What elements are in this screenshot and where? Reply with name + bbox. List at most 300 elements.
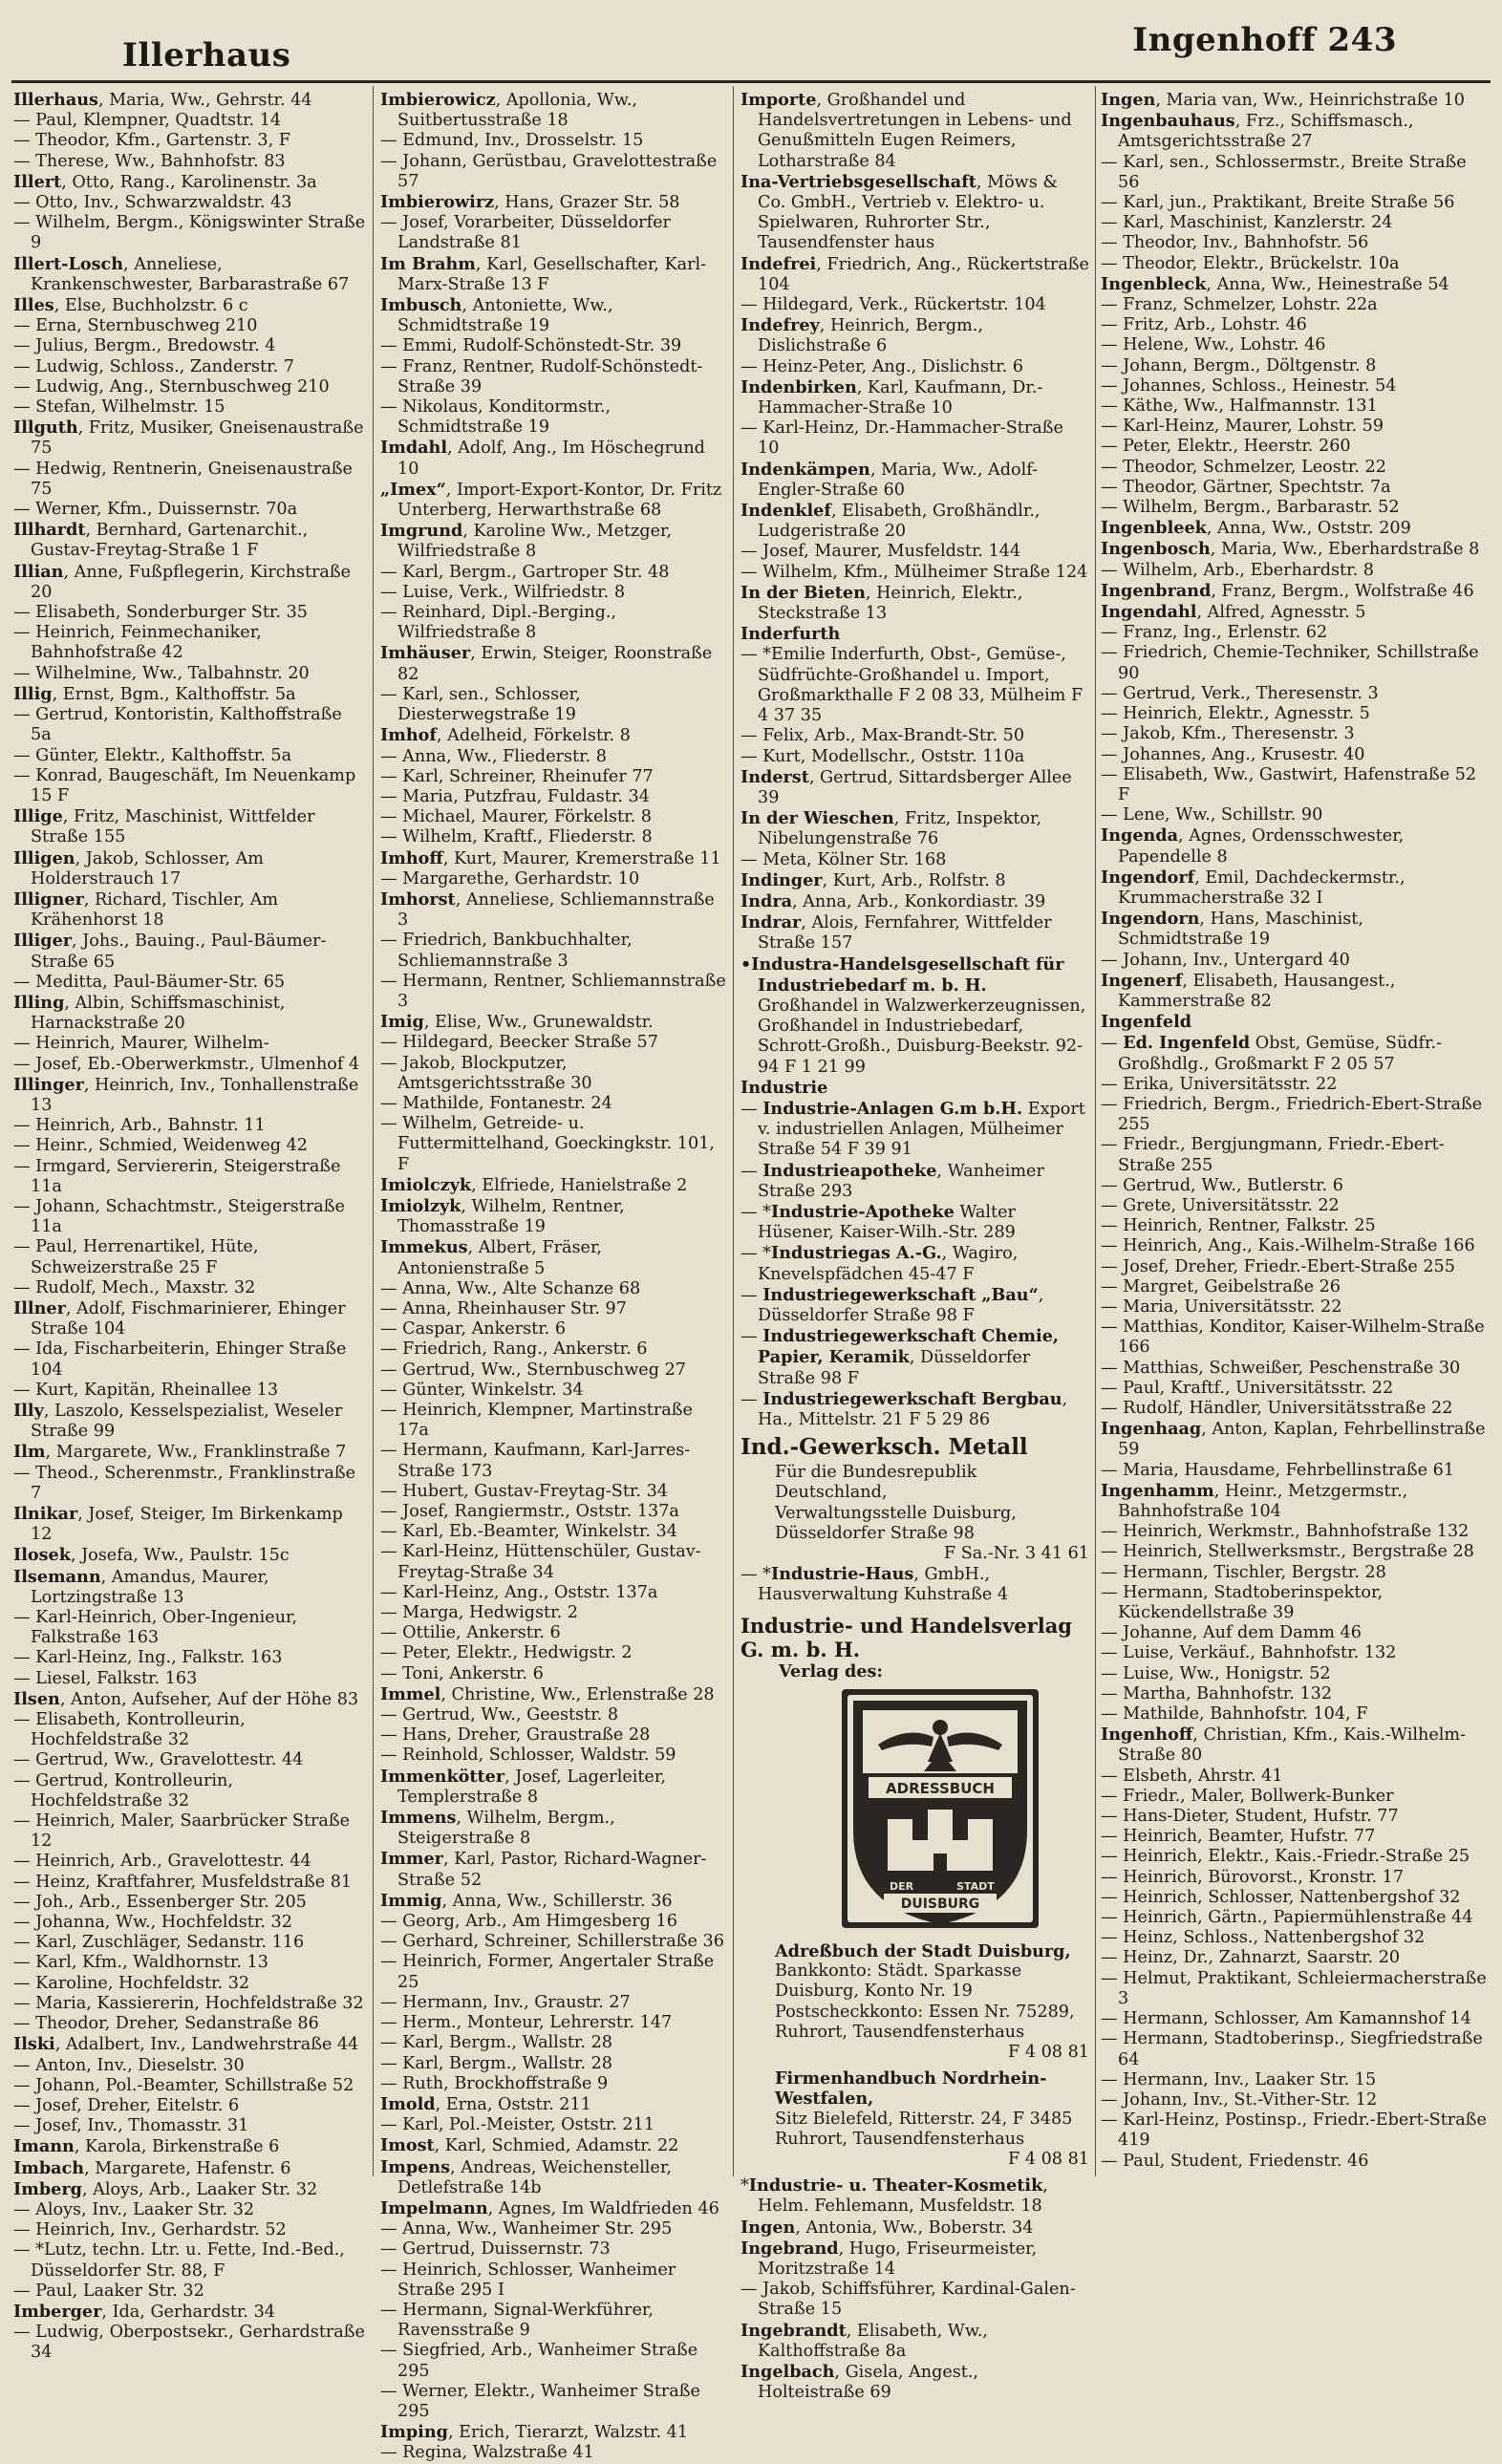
directory-entry: — Hans, Dreher, Graustraße 28 <box>380 1725 651 1746</box>
directory-entry: Immens, Wilhelm, Bergm., Steigerstraße 8 <box>380 1808 615 1849</box>
directory-entry: — Rudolf, Händler, Universitätsstraße 22 <box>1101 1399 1453 1418</box>
directory-entry: — Franz, Schmelzer, Lohstr. 22a <box>1101 295 1378 315</box>
directory-entry: Imiolczyk, Elfriede, Hanielstraße 2 <box>380 1174 688 1195</box>
directory-entry: — Johannes, Ang., Krusestr. 40 <box>1101 744 1365 764</box>
directory-entry: — Heinrich, Maler, Saarbrücker Straße 12 <box>13 1811 351 1852</box>
directory-entry: Ingebrand, Hugo, Friseurmeister, Moritzstraße 14 <box>740 2238 1038 2280</box>
directory-entry: — Franz, Rentner, Rudolf-Schönstedt-Straße 39 <box>380 356 703 396</box>
column-2 <box>380 90 726 2463</box>
directory-entry: Ingendahl, Alfred, Agnesstr. 5 <box>1101 602 1366 623</box>
directory-entry: — Theod., Scherenmstr., Franklinstraße 7 <box>13 1463 355 1503</box>
directory-entry: — Anna, Ww., Alte Schanze 68 <box>380 1278 641 1298</box>
directory-entry: — Reinhold, Schlosser, Waldstr. 59 <box>380 1746 676 1766</box>
directory-entry: — Friedr., Maler, Bollwerk-Bunker <box>1101 1786 1394 1806</box>
directory-entry: — Hermann, Schlosser, Am Kamannshof 14 <box>1101 2009 1471 2029</box>
verlag-label: Verlag des: <box>779 1661 883 1682</box>
address-line: Ruhrort, Tausendfensterhaus <box>775 2022 1025 2042</box>
directory-entry: Illig, Ernst, Bgm., Kalthoffstr. 5a <box>13 683 296 704</box>
directory-entry: Ingebrandt, Elisabeth, Ww., Kalthoffstraße 8a <box>740 2320 989 2361</box>
directory-entry: — Karl-Heinrich, Ober-Ingenieur, Falkstraße 163 <box>13 1608 298 1648</box>
directory-entry: — Maria, Hausdame, Fehrbellinstraße 61 <box>1101 1460 1455 1480</box>
directory-entry: — Karl, Maschinist, Kanzlerstr. 24 <box>1101 213 1393 233</box>
metall-title: Ind.-Gewerksch. Metall <box>740 1434 1028 1461</box>
directory-entry: — *Industriegas A.-G., Wagiro, Knevelspfädchen 45-47 F <box>740 1243 1019 1284</box>
directory-entry: — Ottilie, Ankerstr. 6 <box>380 1623 561 1643</box>
directory-entry: — Hermann, Inv., Graustr. 27 <box>380 1992 631 2012</box>
directory-entry: Immekus, Albert, Fräser, Antonienstraße 5 <box>380 1237 603 1278</box>
directory-entry: — Georg, Arb., Am Himgesberg 16 <box>380 1912 677 1932</box>
directory-entry: — Gertrud, Ww., Sternbuschweg 27 <box>380 1360 686 1380</box>
directory-entry: — Rudolf, Mech., Maxstr. 32 <box>13 1277 256 1297</box>
directory-entry: Indenbirken, Karl, Kaufmann, Dr.-Hammacher-Straße 10 <box>740 376 1043 418</box>
metall-address <box>775 1463 1089 1564</box>
directory-entry: — Paul, Kraftf., Universitätsstr. 22 <box>1101 1378 1394 1398</box>
directory-entry: — Karl, jun., Praktikant, Breite Straße 56 <box>1101 193 1455 213</box>
firmen-title: Firmenhandbuch Nordrhein-Westfalen, <box>775 2068 1047 2110</box>
directory-entry: — Heinz-Peter, Ang., Dislichstr. 6 <box>740 356 1023 376</box>
directory-entry: — Emmi, Rudolf-Schönstedt-Str. 39 <box>380 336 682 356</box>
directory-entry: — Industrieapotheke, Wanheimer Straße 293 <box>740 1160 1044 1201</box>
directory-entry: Ingenerf, Elisabeth, Hausangest., Kammerstraße 82 <box>1101 970 1396 1011</box>
directory-entry: Illing, Albin, Schiffsmaschinist, Harnackstraße 20 <box>13 992 286 1034</box>
directory-entry: Imbach, Margarete, Hafenstr. 6 <box>13 2157 291 2178</box>
directory-entry: — Ruth, Brockhoffstraße 9 <box>380 2073 609 2093</box>
directory-entry: — Hermann, Stadtoberinsp., Siegfriedstraße 64 <box>1101 2029 1483 2069</box>
directory-entry: — Heinrich, Bürovorst., Kronstr. 17 <box>1101 1867 1405 1887</box>
directory-entry: — Konrad, Baugeschäft, Im Neuenkamp 15 F <box>13 765 356 805</box>
directory-entry: — Heinrich, Schlosser, Nattenbergshof 32 <box>1101 1887 1461 1907</box>
directory-entry: Indrar, Alois, Fernfahrer, Wittfelder Straße 157 <box>740 912 1052 953</box>
directory-entry: — Maria, Putzfrau, Fuldastr. 34 <box>380 786 650 806</box>
directory-entry: — Josef, Dreher, Friedr.-Ebert-Straße 255 <box>1101 1256 1455 1276</box>
directory-entry: Indra, Anna, Arb., Konkordiastr. 39 <box>740 890 1046 911</box>
directory-entry: Indinger, Kurt, Arb., Rolfstr. 8 <box>740 869 1006 890</box>
directory-entry: Imiolzyk, Wilhelm, Rentner, Thomasstraße 19 <box>380 1195 625 1237</box>
address-line: F 4 08 81 <box>1008 2150 1089 2170</box>
directory-entry: — Karoline, Hochfeldstr. 32 <box>13 1973 250 1993</box>
directory-entry: Illiger, Johs., Bauing., Paul-Bäumer-Straße 65 <box>13 931 327 972</box>
directory-entry: — Ludwig, Ang., Sternbuschweg 210 <box>13 376 330 396</box>
directory-entry: — Heinrich, Elektr., Agnesstr. 5 <box>1101 704 1370 724</box>
directory-entry: Importe, Großhandel und Handelsvertretungen in Lebens- und Genußmitteln Eugen Reimers, Lotharstraße 84 <box>740 90 1072 171</box>
directory-entry: — Industriegewerkschaft Bergbau, Ha., Mittelstr. 21 F 5 29 86 <box>740 1388 1068 1429</box>
column-3-entries <box>740 90 1089 1430</box>
directory-entry: — Friedr., Bergjungmann, Friedr.-Ebert-Straße 255 <box>1101 1135 1445 1175</box>
directory-entry: — Josef, Inv., Thomasstr. 31 <box>13 2116 249 2136</box>
directory-entry: Indefrei, Friedrich, Ang., Rückertstraße 104 <box>740 253 1089 294</box>
address-line: Für die Bundesrepublik <box>775 1463 977 1483</box>
header-rule <box>11 80 1491 83</box>
directory-entry: — Peter, Elektr., Hedwigstr. 2 <box>380 1643 633 1663</box>
directory-entry: — *Lutz, techn. Ltr. u. Fette, Ind.-Bed., Düsseldorfer Str. 88, F <box>13 2240 345 2281</box>
directory-entry: — Anna, Ww., Wanheimer Str. 295 <box>380 2219 673 2239</box>
directory-entry: — Karl, Bergm., Wallstr. 28 <box>380 2053 612 2073</box>
directory-entry: — Wilhelm, Arb., Eberhardstr. 8 <box>1101 560 1374 580</box>
directory-entry: — Irmgard, Serviererin, Steigerstraße 11a <box>13 1156 341 1196</box>
directory-entry: — Hedwig, Rentnerin, Gneisenaustraße 75 <box>13 459 353 499</box>
address-line: F 4 08 81 <box>1008 2043 1089 2063</box>
directory-entry: Imhorst, Anneliese, Schliemannstraße 3 <box>380 889 715 931</box>
directory-entry: — Karl-Heinz, Ang., Oststr. 137a <box>380 1582 658 1602</box>
directory-entry: — Felix, Arb., Max-Brandt-Str. 50 <box>740 726 1025 746</box>
address-line: Ruhrort, Tausendfensterhaus <box>775 2129 1025 2149</box>
directory-entry: — Karl, Bergm., Wallstr. 28 <box>380 2033 612 2053</box>
directory-entry: — Liesel, Falkstr. 163 <box>13 1668 198 1688</box>
directory-entry: Ingenhaag, Anton, Kaplan, Fehrbellinstraße 59 <box>1101 1419 1486 1460</box>
directory-entry: — Heinrich, Gärtn., Papiermühlenstraße 44 <box>1101 1908 1473 1928</box>
directory-entry: Imold, Erna, Oststr. 211 <box>380 2093 591 2114</box>
directory-entry: — Josef, Rangiermstr., Oststr. 137a <box>380 1502 679 1522</box>
directory-entry: — Maria, Kassiererin, Hochfeldstraße 32 <box>13 1993 364 2013</box>
directory-entry: Immenkötter, Josef, Lagerleiter, Templerstraße 8 <box>380 1766 666 1807</box>
directory-entry: Immel, Christine, Ww., Erlenstraße 28 <box>380 1683 715 1704</box>
directory-entry: Indenklef, Elisabeth, Großhändlr., Ludgeristraße 20 <box>740 501 1041 542</box>
directory-entry: Indenkämpen, Maria, Ww., Adolf-Engler-Straße 60 <box>740 459 1039 500</box>
directory-entry: — Heinz, Dr., Zahnarzt, Saarstr. 20 <box>1101 1948 1401 1968</box>
column-3-entries-after <box>740 2175 1089 2403</box>
directory-entry: — Michael, Maurer, Förkelstr. 8 <box>380 807 652 827</box>
directory-entry: — Josef, Dreher, Eitelstr. 6 <box>13 2095 240 2115</box>
entry: — *Industrie-Haus, GmbH., Hausverwaltung Kuhstraße 4 <box>740 1564 1009 1605</box>
address-line: Postscheckkonto: Essen Nr. 75289, <box>775 2002 1075 2022</box>
directory-entry: Illinger, Heinrich, Inv., Tonhallenstraße 13 <box>13 1074 359 1115</box>
directory-entry: — *Industrie-Apotheke Walter Hüsener, Kaiser-Wilh.-Str. 289 <box>740 1201 1016 1243</box>
directory-entry: Illert, Otto, Rang., Karolinenstr. 3a <box>13 171 317 192</box>
address-line: Düsseldorfer Straße 98 <box>775 1523 975 1543</box>
column-divider <box>733 86 734 2176</box>
directory-entry: *Industrie- u. Theater-Kosmetik, Helm. Fehlemann, Musfeldstr. 18 <box>740 2175 1048 2217</box>
directory-entry: — Matthias, Schweißer, Peschenstraße 30 <box>1101 1358 1461 1378</box>
adressbuch-details <box>775 1961 1089 2063</box>
directory-entry: — Werner, Elektr., Wanheimer Straße 295 <box>380 2381 700 2421</box>
directory-entry: Imbierowirz, Hans, Grazer Str. 58 <box>380 192 680 213</box>
adressbuch-title: Adreßbuch der Stadt Duisburg, <box>775 1941 1071 1962</box>
directory-entry: — Wilhelm, Kraftf., Fliederstr. 8 <box>380 827 653 847</box>
verlag-title: Industrie- und Handelsverlag G. m. b. H. <box>740 1613 1072 1661</box>
directory-entry: — Günter, Elektr., Kalthoffstr. 5a <box>13 745 292 765</box>
directory-entry: — Karl, sen., Schlossermstr., Breite Straße 56 <box>1101 152 1467 192</box>
directory-entry: — Gertrud, Kontoristin, Kalthoffstraße 5a <box>13 705 342 745</box>
directory-entry: Imping, Erich, Tierarzt, Walzstr. 41 <box>380 2422 689 2443</box>
directory-entry: — Johann, Inv., St.-Vither-Str. 12 <box>1101 2089 1378 2110</box>
directory-entry: Imgrund, Karoline Ww., Metzger, Wilfriedstraße 8 <box>380 521 673 562</box>
directory-entry: — Therese, Ww., Bahnhofstr. 83 <box>13 151 286 171</box>
directory-entry: — Ludwig, Schloss., Zanderstr. 7 <box>13 356 294 376</box>
directory-entry: Ingen, Antonia, Ww., Boberstr. 34 <box>740 2217 1034 2238</box>
directory-entry: Ingenbauhaus, Frz., Schiffsmasch., Amtsgerichtsstraße 27 <box>1101 111 1414 152</box>
directory-entry: — Elisabeth, Kontrolleurin, Hochfeldstraße 32 <box>13 1710 246 1750</box>
directory-entry: — Jakob, Kfm., Theresenstr. 3 <box>1101 724 1355 744</box>
directory-entry: In der Bieten, Heinrich, Elektr., Steckstraße 13 <box>740 582 1023 624</box>
directory-entry: Ingenhamm, Heinr., Metzgermstr., Bahnhofstraße 104 <box>1101 1480 1408 1522</box>
directory-entry: — Martha, Bahnhofstr. 132 <box>1101 1683 1333 1703</box>
directory-entry: — Johann, Gerüstbau, Gravelottestraße 57 <box>380 151 718 191</box>
directory-entry: Imbusch, Antoniette, Ww., Schmidtstraße 19 <box>380 295 613 336</box>
directory-entry: — Karl, Zuschläger, Sedanstr. 116 <box>13 1933 305 1953</box>
directory-entry: — Elsbeth, Ahrstr. 41 <box>1101 1766 1283 1786</box>
directory-entry: — Heinr., Schmied, Weidenweg 42 <box>13 1136 308 1156</box>
directory-entry: — Karl-Heinz, Hüttenschüler, Gustav-Freytag-Straße 34 <box>380 1542 701 1582</box>
directory-entry: — Hermann, Tischler, Bergstr. 28 <box>1101 1562 1386 1582</box>
column-divider <box>373 86 374 2176</box>
column-3 <box>740 90 1089 2403</box>
directory-entry: Illigner, Richard, Tischler, Am Krähenhorst 18 <box>13 889 279 931</box>
directory-entry: — Wilhelm, Bergm., Barbarastr. 52 <box>1101 498 1400 518</box>
directory-entry: Ingenhoff, Christian, Kfm., Kais.-Wilhelm-Straße 80 <box>1101 1725 1467 1766</box>
directory-entry: — Paul, Herrenartikel, Hüte, Schweizerstraße 25 F <box>13 1237 259 1277</box>
directory-entry: — Heinrich, Inv., Gerhardstr. 52 <box>13 2220 287 2240</box>
directory-entry: Ingenbrand, Franz, Bergm., Wolfstraße 46 <box>1101 580 1474 601</box>
directory-entry: — Anna, Ww., Fliederstr. 8 <box>380 746 607 766</box>
directory-entry: — Karl, sen., Schlosser, Diesterwegstraße 19 <box>380 684 581 725</box>
directory-entry: — Johann, Bergm., Döltgenstr. 8 <box>1101 355 1377 375</box>
directory-entry: — Marga, Hedwigstr. 2 <box>380 1603 578 1623</box>
directory-entry: Ilnikar, Josef, Steiger, Im Birkenkamp 12 <box>13 1504 343 1545</box>
directory-entry: — Werner, Kfm., Duissernstr. 70a <box>13 500 298 520</box>
directory-entry: — Ida, Fischarbeiterin, Ehinger Straße 104 <box>13 1339 347 1380</box>
directory-entry: — Paul, Klempner, Quadtstr. 14 <box>13 111 282 131</box>
logo-text-stadt: STADT <box>956 1879 995 1893</box>
directory-entry: — Hans-Dieter, Student, Hufstr. 77 <box>1101 1807 1399 1827</box>
directory-entry: — Peter, Elektr., Heerstr. 260 <box>1101 437 1351 457</box>
page-header-left: Illerhaus <box>122 36 291 75</box>
directory-entry: — Theodor, Gärtner, Spechtstr. 7a <box>1101 477 1391 497</box>
directory-entry: — Helmut, Praktikant, Schleiermacherstraße 3 <box>1101 1968 1487 2008</box>
directory-entry: •Industra-Handelsgesellschaft für Industriebedarf m. b. H. Großhandel in Walzwerkerzeugnissen, Großhandel in Industriebedarf, Schrott-Großh., Duisburg-Beekstr. 92-94 F 1 21 99 <box>740 953 1086 1077</box>
directory-entry: Ingendorf, Emil, Dachdeckermstr., Krummacherstraße 32 I <box>1101 867 1405 908</box>
directory-entry: — Gertrud, Ww., Gravelottestr. 44 <box>13 1750 304 1770</box>
directory-entry: Impens, Andreas, Weichensteller, Detlefstraße 14b <box>380 2156 672 2197</box>
directory-entry: — Siegfried, Arb., Wanheimer Straße 295 <box>380 2341 698 2381</box>
directory-entry: Imann, Karola, Birkenstraße 6 <box>13 2136 280 2157</box>
directory-entry: — Industriegewerkschaft Chemie, Papier, Keramik, Düsseldorfer Straße 98 F <box>740 1326 1060 1388</box>
directory-entry: — Karl, Kfm., Waldhornstr. 13 <box>13 1953 268 1973</box>
address-line: Bankkonto: Städt. Sparkasse Duisburg, Konto Nr. 19 <box>775 1961 1022 2002</box>
directory-entry: Illguth, Fritz, Musiker, Gneisenaustraße 75 <box>13 418 364 459</box>
directory-entry: — Friedrich, Bergm., Friedrich-Ebert-Straße 255 <box>1101 1094 1483 1135</box>
directory-entry: — Paul, Student, Friedenstr. 46 <box>1101 2151 1369 2171</box>
directory-entry: — Heinrich, Klempner, Martinstraße 17a <box>380 1401 693 1441</box>
directory-entry: Illner, Adolf, Fischmarinierer, Ehinger Straße 104 <box>13 1297 346 1339</box>
directory-entry: — Anna, Rheinhauser Str. 97 <box>380 1298 627 1318</box>
directory-entry: Inderfurth <box>740 624 841 645</box>
directory-entry: — Hermann, Inv., Laaker Str. 15 <box>1101 2069 1377 2089</box>
directory-entry: Illy, Laszolo, Kesselspezialist, Weseler Straße 99 <box>13 1401 343 1442</box>
directory-entry: — Jakob, Schiffsführer, Kardinal-Galen-Straße 15 <box>740 2280 1076 2320</box>
directory-entry: — Hubert, Gustav-Freytag-Str. 34 <box>380 1481 668 1501</box>
directory-entry: Imberg, Aloys, Arb., Laaker Str. 32 <box>13 2178 318 2199</box>
directory-entry: Illhardt, Bernhard, Gartenarchit., Gustav-Freytag-Straße 1 F <box>13 520 309 561</box>
directory-entry: Imhoff, Kurt, Maurer, Kremerstraße 11 <box>380 847 721 868</box>
directory-entry: — Hermann, Rentner, Schliemannstraße 3 <box>380 971 726 1011</box>
directory-entry: — Theodor, Kfm., Gartenstr. 3, F <box>13 131 291 151</box>
address-line: Deutschland, <box>775 1483 888 1503</box>
directory-entry: Im Brahm, Karl, Gesellschafter, Karl-Marx-Straße 13 F <box>380 253 707 294</box>
directory-entry: Ilski, Adalbert, Inv., Landwehrstraße 44 <box>13 2034 359 2055</box>
directory-entry: — Hermann, Stadtoberinspektor, Kückendellstraße 39 <box>1101 1582 1384 1623</box>
directory-entry: — Karl-Heinz, Postinsp., Friedr.-Ebert-Straße 419 <box>1101 2110 1487 2151</box>
directory-entry: — Otto, Inv., Schwarzwaldstr. 43 <box>13 193 292 213</box>
directory-entry: Imig, Elise, Ww., Grunewaldstr. <box>380 1012 654 1033</box>
directory-entry: — Joh., Arb., Essenberger Str. 205 <box>13 1892 307 1912</box>
directory-entry: Inderst, Gertrud, Sittardsberger Allee 39 <box>740 766 1072 807</box>
directory-entry: Ilsemann, Amandus, Maurer, Lortzingstraße 13 <box>13 1566 269 1607</box>
directory-entry: Ilosek, Josefa, Ww., Paulstr. 15c <box>13 1545 290 1566</box>
directory-entry: — Gertrud, Ww., Geeststr. 8 <box>380 1705 619 1725</box>
directory-entry: — Johanna, Ww., Hochfeldstr. 32 <box>13 1913 292 1933</box>
directory-entry: — Johann, Schachtmstr., Steigerstraße 11a <box>13 1196 345 1237</box>
directory-entry: — Heinrich, Feinmechaniker, Bahnhofstraße 42 <box>13 623 262 663</box>
directory-entry: — Matthias, Konditor, Kaiser-Wilhelm-Straße 166 <box>1101 1318 1485 1358</box>
directory-entry: — Gertrud, Duissernstr. 73 <box>380 2239 611 2260</box>
directory-entry: — Gerhard, Schreiner, Schillerstraße 36 <box>380 1932 724 1952</box>
directory-entry: — Hermann, Kaufmann, Karl-Jarres-Straße 173 <box>380 1441 691 1481</box>
directory-entry: — Luise, Verk., Wilfriedstr. 8 <box>380 582 626 602</box>
directory-entry: — Johannes, Schloss., Heinestr. 54 <box>1101 375 1397 396</box>
column-divider <box>1095 86 1096 2176</box>
directory-entry: — Reinhard, Dipl.-Berging., Wilfriedstraße 8 <box>380 603 617 643</box>
directory-entry: — Ed. Ingenfeld Obst, Gemüse, Südfr.-Großhdlg., Großmarkt F 2 05 57 <box>1101 1033 1443 1074</box>
address-line: Verwaltungsstelle Duisburg, <box>775 1503 1017 1523</box>
directory-entry: — Kurt, Modellschr., Oststr. 110a <box>740 746 1025 766</box>
directory-entry: — Käthe, Ww., Halfmannstr. 131 <box>1101 396 1378 417</box>
directory-entry: Ingenfeld <box>1101 1012 1192 1033</box>
directory-entry: — *Emilie Inderfurth, Obst-, Gemüse-, Südfrüchte-Großhandel u. Import, Großmarkthalle F 2 08 33, Mülheim F 4 37 35 <box>740 645 1084 726</box>
directory-entry: — Gertrud, Verk., Theresenstr. 3 <box>1101 683 1379 703</box>
directory-entry: — Theodor, Dreher, Sedanstraße 86 <box>13 2014 319 2034</box>
directory-entry: — Theodor, Schmelzer, Leostr. 22 <box>1101 457 1386 477</box>
directory-entry: — Heinrich, Arb., Bahnstr. 11 <box>13 1116 266 1136</box>
directory-entry: — Helene, Ww., Lohstr. 46 <box>1101 335 1326 355</box>
directory-entry: — Hildegard, Verk., Rückertstr. 104 <box>740 295 1046 315</box>
directory-entry: — Johann, Inv., Untergard 40 <box>1101 950 1350 970</box>
directory-entry: — Hildegard, Beecker Straße 57 <box>380 1033 658 1053</box>
directory-entry: Illert-Losch, Anneliese, Krankenschwester, Barbarastraße 67 <box>13 253 350 294</box>
directory-entry: — Industrie-Anlagen G.m b.H. Export v. industriellen Anlagen, Mülheimer Straße 54 F 39 91 <box>740 1098 1085 1160</box>
directory-entry: — Günter, Winkelstr. 34 <box>380 1380 584 1400</box>
directory-entry: Illian, Anne, Fußpflegerin, Kirchstraße 20 <box>13 561 352 602</box>
directory-entry: — Erika, Universitätsstr. 22 <box>1101 1074 1338 1094</box>
directory-entry: — Gertrud, Kontrolleurin, Hochfeldstraße 32 <box>13 1770 233 1811</box>
directory-entry: Illes, Else, Buchholzstr. 6 c <box>13 295 248 316</box>
directory-entry: — Regina, Walzstraße 41 <box>380 2443 594 2463</box>
directory-entry: — Karl-Heinz, Ing., Falkstr. 163 <box>13 1648 283 1668</box>
directory-entry: „Imex“, Import-Export-Kontor, Dr. Fritz Unterberg, Herwarthstraße 68 <box>380 479 722 521</box>
directory-entry: — Friedrich, Bankbuchhalter, Schliemannstraße 3 <box>380 931 633 971</box>
directory-entry: — Heinz, Kraftfahrer, Musfeldstraße 81 <box>13 1872 353 1892</box>
directory-entry: — Elisabeth, Ww., Gastwirt, Hafenstraße 52 F <box>1101 764 1477 804</box>
directory-entry: — Heinrich, Werkmstr., Bahnhofstraße 132 <box>1101 1522 1470 1542</box>
directory-entry: — Meditta, Paul-Bäumer-Str. 65 <box>13 972 286 992</box>
directory-entry: — Maria, Universitätsstr. 22 <box>1101 1296 1342 1317</box>
directory-entry: — Heinrich, Ang., Kais.-Wilhelm-Straße 166 <box>1101 1236 1475 1256</box>
directory-entry: — Aloys, Inv., Laaker Str. 32 <box>13 2199 255 2219</box>
directory-entry: Imhof, Adelheid, Förkelstr. 8 <box>380 725 631 746</box>
directory-entry: — Mathilde, Fontanestr. 24 <box>380 1093 612 1113</box>
directory-entry: Imbierowicz, Apollonia, Ww., Suitbertusstraße 18 <box>380 90 638 131</box>
directory-entry: — Luise, Verkäuf., Bahnhofstr. 132 <box>1101 1643 1397 1663</box>
directory-entry: Immig, Anna, Ww., Schillerstr. 36 <box>380 1890 673 1911</box>
directory-entry: — Josef, Maurer, Musfeldstr. 144 <box>740 542 1021 562</box>
directory-entry: — Elisabeth, Sonderburger Str. 35 <box>13 603 308 623</box>
directory-entry: — Wilhelmine, Ww., Talbahnstr. 20 <box>13 663 310 683</box>
directory-entry: — Caspar, Ankerstr. 6 <box>380 1319 567 1339</box>
logo-text-der: DER <box>890 1879 914 1893</box>
firmen-details <box>775 2110 1089 2171</box>
directory-entry: — Karl, Schreiner, Rheinufer 77 <box>380 766 654 786</box>
directory-entry: — Jakob, Blockputzer, Amtsgerichtsstraße 30 <box>380 1053 592 1093</box>
directory-entry: — Lene, Ww., Schillstr. 90 <box>1101 805 1323 825</box>
directory-entry: — Industriegewerkschaft „Bau“, Düsseldorfer Straße 98 F <box>740 1284 1044 1325</box>
directory-entry: Illerhaus, Maria, Ww., Gehrstr. 44 <box>13 90 312 110</box>
directory-entry: — Heinrich, Schlosser, Wanheimer Straße 295 I <box>380 2260 676 2300</box>
directory-entry: — Margret, Geibelstraße 26 <box>1101 1276 1341 1296</box>
directory-entry: — Erna, Sternbuschweg 210 <box>13 316 258 336</box>
directory-entry: Ilsen, Anton, Aufseher, Auf der Höhe 83 <box>13 1688 359 1709</box>
directory-entry: — Heinrich, Arb., Gravelottestr. 44 <box>13 1852 311 1872</box>
column-4 <box>1101 90 1488 2176</box>
directory-entry: — Franz, Ing., Erlenstr. 62 <box>1101 623 1328 643</box>
directory-entry: — Heinz, Schloss., Nattenbergshof 32 <box>1101 1928 1426 1948</box>
directory-entry: — Hermann, Signal-Werkführer, Ravensstraße 9 <box>380 2300 654 2341</box>
directory-entry: Ina-Vertriebsgesellschaft, Möws & Co. GmbH., Vertrieb v. Elektro- u. Spielwaren, Ruhrorter Str., Tausendfenster haus <box>740 171 1059 253</box>
directory-entry: Ingenbosch, Maria, Ww., Eberhardstraße 8 <box>1101 539 1480 560</box>
directory-entry: — Wilhelm, Kfm., Mülheimer Straße 124 <box>740 562 1088 582</box>
directory-entry: — Theodor, Elektr., Brückelstr. 10a <box>1101 253 1400 273</box>
directory-entry: — Johann, Pol.-Beamter, Schillstraße 52 <box>13 2075 354 2095</box>
address-line: Sitz Bielefeld, Ritterstr. 24, F 3485 <box>775 2109 1073 2129</box>
directory-entry: Ingelbach, Gisela, Angest., Holteistraße 69 <box>740 2362 979 2403</box>
logo-text-city: DUISBURG <box>900 1896 980 1912</box>
directory-entry: — Josef, Eb.-Oberwerkmstr., Ulmenhof 4 <box>13 1054 360 1074</box>
directory-entry: — Karl-Heinz, Maurer, Lohstr. 59 <box>1101 417 1384 437</box>
directory-entry: Illige, Fritz, Maschinist, Wittfelder Straße 155 <box>13 806 315 847</box>
logo-text-top: ADRESSBUCH <box>886 1779 995 1797</box>
directory-entry: — Karl, Eb.-Beamter, Winkelstr. 34 <box>380 1522 677 1542</box>
directory-entry: — Theodor, Inv., Bahnhofstr. 56 <box>1101 233 1369 253</box>
column-1 <box>13 90 367 2363</box>
directory-entry: — Karl-Heinz, Dr.-Hammacher-Straße 10 <box>740 418 1063 459</box>
directory-entry: — Julius, Bergm., Bredowstr. 4 <box>13 336 276 356</box>
directory-entry: — Grete, Universitätsstr. 22 <box>1101 1195 1340 1215</box>
directory-entry: — Heinrich, Maurer, Wilhelm- <box>13 1034 269 1054</box>
directory-entry: — Heinrich, Rentner, Falkstr. 25 <box>1101 1216 1376 1236</box>
directory-entry: Industrie <box>740 1077 828 1098</box>
directory-entry: — Friedrich, Rang., Ankerstr. 6 <box>380 1339 648 1360</box>
directory-entry: — Mathilde, Bahnhofstr. 104, F <box>1101 1704 1368 1725</box>
directory-entry: — Anton, Inv., Dieselstr. 30 <box>13 2055 245 2075</box>
directory-entry: Impelmann, Agnes, Im Waldfrieden 46 <box>380 2197 719 2218</box>
directory-entry: — Toni, Ankerstr. 6 <box>380 1663 544 1683</box>
directory-entry: Imberger, Ida, Gerhardstr. 34 <box>13 2301 275 2322</box>
directory-entry: Ingendorn, Hans, Maschinist, Schmidtstraße 19 <box>1101 909 1363 950</box>
directory-entry: Illigen, Jakob, Schlosser, Am Holderstrauch 17 <box>13 847 264 889</box>
directory-entry: — Herm., Monteur, Lehrerstr. 147 <box>380 2013 673 2033</box>
directory-entry: Imost, Karl, Schmied, Adamstr. 22 <box>380 2135 679 2156</box>
directory-entry: — Gertrud, Ww., Butlerstr. 6 <box>1101 1175 1343 1195</box>
directory-entry: Imdahl, Adolf, Ang., Im Höschegrund 10 <box>380 438 705 479</box>
directory-entry: Ingenda, Agnes, Ordensschwester, Papendelle 8 <box>1101 825 1405 867</box>
directory-entry: Ilm, Margarete, Ww., Franklinstraße 7 <box>13 1442 347 1463</box>
directory-entry: Immer, Karl, Pastor, Richard-Wagner-Straße 52 <box>380 1849 707 1890</box>
directory-entry: — Josef, Vorarbeiter, Düsseldorfer Landstraße 81 <box>380 213 671 253</box>
duisburg-adressbuch-logo <box>840 1687 1041 1930</box>
directory-entry: — Heinrich, Former, Angertaler Straße 25 <box>380 1952 715 1992</box>
directory-entry: — Fritz, Arb., Lohstr. 46 <box>1101 315 1307 335</box>
directory-entry: — Nikolaus, Konditormstr., Schmidtstraße 19 <box>380 397 612 438</box>
address-line: F Sa.-Nr. 3 41 61 <box>943 1544 1089 1564</box>
directory-entry: — Stefan, Wilhelmstr. 15 <box>13 397 225 418</box>
